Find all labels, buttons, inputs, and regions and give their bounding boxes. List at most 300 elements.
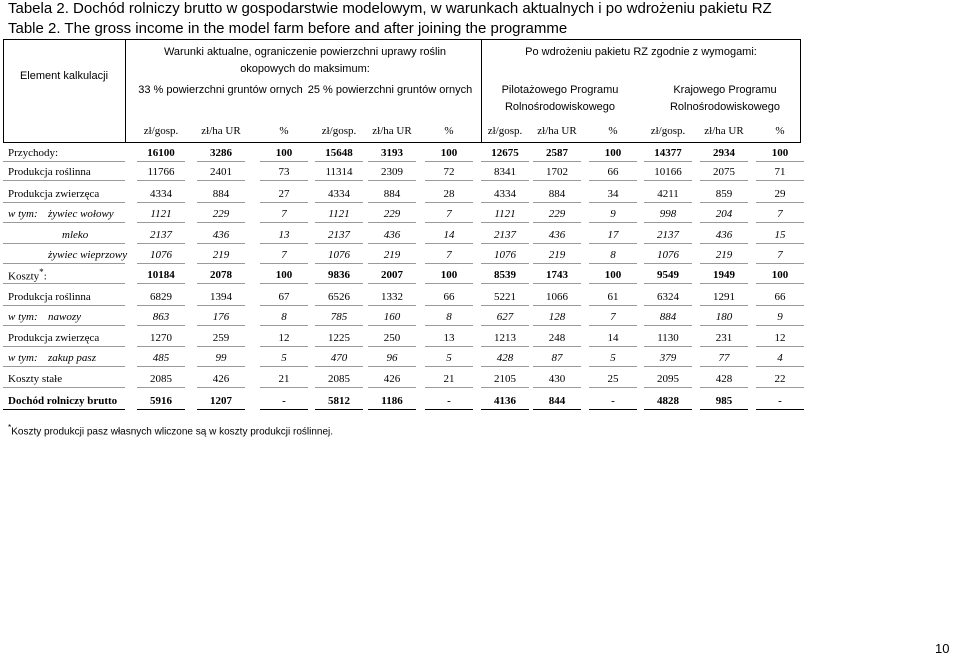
row-underline (589, 409, 637, 410)
row-underline (700, 305, 748, 306)
row-underline (533, 325, 581, 326)
table-cell: 28 (443, 188, 455, 200)
row-underline (368, 305, 416, 306)
header-left-border (3, 39, 4, 143)
table-cell: 4 (777, 352, 783, 364)
row-underline (425, 387, 473, 388)
row-underline (756, 161, 804, 162)
row-underline (481, 366, 529, 367)
row-underline (589, 346, 637, 347)
table-cell: 379 (659, 352, 677, 364)
row-underline (260, 409, 308, 410)
table-cell: 100 (604, 269, 622, 281)
table-cell: 99 (215, 352, 227, 364)
row-underline (756, 222, 804, 223)
row-prefix: w tym: (8, 311, 38, 323)
table-cell: 5221 (494, 291, 516, 303)
table-cell: 485 (152, 352, 170, 364)
table-cell: 1332 (381, 291, 403, 303)
row-underline (481, 409, 529, 410)
table-cell: 426 (212, 373, 230, 385)
table-cell: 3286 (210, 147, 232, 159)
row-underline (3, 222, 125, 223)
row-label (8, 351, 96, 365)
table-cell: - (447, 395, 451, 407)
row-underline (197, 222, 245, 223)
row-underline (197, 409, 245, 410)
row-underline (3, 283, 125, 284)
row-underline (644, 366, 692, 367)
table-cell: 1743 (546, 269, 568, 281)
row-underline (533, 366, 581, 367)
row-underline (756, 180, 804, 181)
table-cell: 1949 (713, 269, 735, 281)
table-cell: 1076 (150, 249, 172, 261)
scenario-header-25-percent: 25 % powierzchni gruntów ornych (307, 84, 473, 96)
table-cell: 428 (496, 352, 514, 364)
row-prefix: w tym: (8, 208, 38, 220)
table-cell: 21 (443, 373, 455, 385)
row-underline (315, 263, 363, 264)
table-cell: 2137 (150, 229, 172, 241)
row-label (8, 265, 47, 284)
row-underline (137, 180, 185, 181)
row-underline (756, 387, 804, 388)
row-underline (315, 202, 363, 203)
table-cell: 1066 (546, 291, 568, 303)
row-underline (368, 325, 416, 326)
table-cell: 73 (278, 166, 290, 178)
row-label-text: Produkcja zwierzęca (8, 332, 100, 344)
row-underline (589, 305, 637, 306)
table-cell: 2934 (713, 147, 735, 159)
table-cell: 436 (548, 229, 566, 241)
table-cell: 9 (777, 311, 783, 323)
table-cell: 2587 (546, 147, 568, 159)
row-underline (3, 305, 125, 306)
row-underline (3, 346, 125, 347)
row-underline (197, 366, 245, 367)
table-title-polish: Tabela 2. Dochód rolniczy brutto w gospodarstwie modelowym, w warunkach aktualnych i po wdrożeniu pakietu RZ (8, 0, 772, 17)
table-cell: 2078 (210, 269, 232, 281)
row-underline (315, 283, 363, 284)
row-underline (756, 243, 804, 244)
after-programme-group-header: Po wdrożeniu pakietu RZ zgodnie z wymogami: (525, 46, 757, 58)
unit-header: % (608, 125, 618, 137)
row-label-text: Przychody: (8, 147, 59, 159)
element-column-divider (125, 39, 126, 143)
row-underline (137, 161, 185, 162)
table-cell: 8 (446, 311, 452, 323)
table-cell: 204 (715, 208, 733, 220)
table-cell: 17 (607, 229, 619, 241)
row-underline (533, 222, 581, 223)
row-underline (425, 305, 473, 306)
table-cell: 859 (715, 188, 733, 200)
row-underline (589, 202, 637, 203)
table-cell: 5916 (150, 395, 172, 407)
row-underline (260, 346, 308, 347)
table-cell: 6829 (150, 291, 172, 303)
row-underline (481, 346, 529, 347)
table-cell: 71 (774, 166, 786, 178)
table-cell: 470 (330, 352, 348, 364)
table-cell: 87 (551, 352, 563, 364)
table-cell: 2401 (210, 166, 232, 178)
row-underline (137, 325, 185, 326)
row-underline (700, 325, 748, 326)
table-cell: 100 (275, 147, 293, 159)
table-cell: 884 (383, 188, 401, 200)
scenario-header-33-percent: 33 % powierzchni gruntów ornych (138, 84, 303, 96)
row-underline (260, 222, 308, 223)
row-underline (368, 263, 416, 264)
table-cell: 27 (278, 188, 290, 200)
row-underline (315, 243, 363, 244)
row-underline (315, 409, 363, 410)
row-label (8, 290, 91, 304)
table-cell: 5 (610, 352, 616, 364)
row-underline (700, 366, 748, 367)
row-underline (700, 222, 748, 223)
row-label (8, 394, 117, 408)
table-cell: 1121 (328, 208, 350, 220)
row-underline (3, 263, 125, 264)
row-underline (368, 409, 416, 410)
table-cell: 436 (715, 229, 733, 241)
row-underline (425, 346, 473, 347)
table-cell: 66 (774, 291, 786, 303)
table-cell: 436 (383, 229, 401, 241)
page-number: 10 (935, 641, 950, 656)
row-underline (315, 222, 363, 223)
row-underline (425, 161, 473, 162)
row-underline (315, 305, 363, 306)
row-label-text: Koszty (8, 270, 40, 283)
row-underline (589, 263, 637, 264)
table-cell: 1702 (546, 166, 568, 178)
row-label-text: Produkcja roślinna (8, 166, 91, 178)
row-underline (533, 243, 581, 244)
row-label (8, 207, 114, 221)
row-underline (756, 283, 804, 284)
row-label-text: Produkcja roślinna (8, 291, 91, 303)
row-label-text: nawozy (48, 311, 81, 323)
table-cell: 100 (604, 147, 622, 159)
table-cell: 1291 (713, 291, 735, 303)
row-underline (315, 180, 363, 181)
row-label-footnote-mark: * (39, 267, 44, 277)
unit-header: zł/gosp. (143, 125, 179, 137)
table-cell: 863 (152, 311, 170, 323)
row-underline (700, 202, 748, 203)
table-cell: 998 (659, 208, 677, 220)
table-cell: 15 (774, 229, 786, 241)
table-cell: 4334 (150, 188, 172, 200)
table-cell: 13 (278, 229, 290, 241)
table-cell: 13 (443, 332, 455, 344)
table-cell: 100 (275, 269, 293, 281)
row-underline (260, 387, 308, 388)
table-cell: 4211 (657, 188, 679, 200)
table-cell: 844 (548, 395, 566, 407)
row-underline (756, 409, 804, 410)
row-label-text: mleko (62, 229, 89, 241)
row-underline (260, 202, 308, 203)
row-underline (3, 243, 125, 244)
unit-header: zł/gosp. (487, 125, 523, 137)
row-label (8, 146, 58, 160)
table-cell: 34 (607, 188, 619, 200)
table-cell: 6526 (328, 291, 350, 303)
table-cell: 4334 (328, 188, 350, 200)
row-underline (425, 222, 473, 223)
unit-header: % (279, 125, 289, 137)
row-underline (533, 283, 581, 284)
row-underline (481, 263, 529, 264)
unit-header: % (444, 125, 454, 137)
row-underline (137, 202, 185, 203)
row-underline (3, 202, 125, 203)
table-cell: 229 (548, 208, 566, 220)
table-cell: 8 (610, 249, 616, 261)
table-cell: 1213 (494, 332, 516, 344)
row-underline (533, 202, 581, 203)
table-cell: 67 (278, 291, 290, 303)
table-cell: 3193 (381, 147, 403, 159)
table-cell: 14 (443, 229, 455, 241)
table-cell: 426 (383, 373, 401, 385)
table-cell: 1076 (657, 249, 679, 261)
row-underline (589, 366, 637, 367)
row-underline (481, 387, 529, 388)
row-underline (589, 180, 637, 181)
table-cell: 10166 (654, 166, 682, 178)
row-underline (197, 346, 245, 347)
table-cell: 12675 (491, 147, 519, 159)
row-underline (589, 283, 637, 284)
row-underline (756, 263, 804, 264)
row-underline (137, 409, 185, 410)
table-cell: - (282, 395, 286, 407)
table-cell: 11766 (147, 166, 175, 178)
table-cell: 219 (715, 249, 733, 261)
row-underline (700, 180, 748, 181)
row-underline (260, 161, 308, 162)
row-underline (315, 161, 363, 162)
table-top-border (3, 39, 800, 40)
row-underline (3, 366, 125, 367)
table-cell: 250 (383, 332, 401, 344)
table-cell: 128 (548, 311, 566, 323)
table-cell: 229 (212, 208, 230, 220)
table-cell: 5812 (328, 395, 350, 407)
row-label (8, 310, 81, 324)
table-cell: 4828 (657, 395, 679, 407)
row-underline (3, 325, 125, 326)
row-underline (481, 305, 529, 306)
row-underline (644, 283, 692, 284)
row-label-text: żywiec wołowy (48, 208, 114, 220)
row-underline (260, 180, 308, 181)
row-underline (425, 325, 473, 326)
table-cell: 8341 (494, 166, 516, 178)
table-cell: 160 (383, 311, 401, 323)
row-underline (481, 222, 529, 223)
table-title-english: Table 2. The gross income in the model farm before and after joining the programme (8, 20, 568, 37)
row-underline (260, 325, 308, 326)
row-underline (644, 161, 692, 162)
row-underline (197, 387, 245, 388)
row-underline (197, 161, 245, 162)
row-underline (644, 263, 692, 264)
table-cell: 180 (715, 311, 733, 323)
row-underline (137, 346, 185, 347)
row-underline (481, 283, 529, 284)
table-cell: 2137 (328, 229, 350, 241)
table-cell: 2085 (328, 373, 350, 385)
row-underline (533, 161, 581, 162)
row-label-text: żywiec wieprzowy (48, 249, 128, 261)
table-cell: 884 (212, 188, 230, 200)
row-underline (644, 409, 692, 410)
table-cell: 1121 (494, 208, 516, 220)
row-underline (3, 161, 125, 162)
row-underline (368, 283, 416, 284)
row-underline (425, 243, 473, 244)
table-cell: 6324 (657, 291, 679, 303)
table-cell: 16100 (147, 147, 175, 159)
row-underline (137, 366, 185, 367)
row-underline (700, 346, 748, 347)
table-cell: 884 (659, 311, 677, 323)
row-underline (644, 387, 692, 388)
row-underline (756, 305, 804, 306)
row-underline (3, 180, 125, 181)
table-cell: 61 (607, 291, 619, 303)
table-cell: - (778, 395, 782, 407)
row-underline (368, 346, 416, 347)
row-underline (425, 366, 473, 367)
row-underline (533, 387, 581, 388)
table-cell: 2309 (381, 166, 403, 178)
row-underline (644, 180, 692, 181)
row-underline (260, 243, 308, 244)
row-underline (756, 346, 804, 347)
row-underline (260, 305, 308, 306)
row-underline (589, 222, 637, 223)
row-underline (756, 202, 804, 203)
row-underline (644, 325, 692, 326)
row-underline (260, 283, 308, 284)
row-underline (533, 409, 581, 410)
row-prefix: w tym: (8, 352, 38, 364)
table-cell: 219 (383, 249, 401, 261)
table-cell: 12 (278, 332, 290, 344)
table-cell: 8 (281, 311, 287, 323)
row-underline (533, 180, 581, 181)
table-cell: 1394 (210, 291, 232, 303)
row-underline (137, 283, 185, 284)
table-cell: 7 (446, 208, 452, 220)
unit-header: zł/gosp. (650, 125, 686, 137)
row-underline (756, 366, 804, 367)
table-cell: 1207 (210, 395, 232, 407)
row-underline (533, 305, 581, 306)
row-underline (425, 283, 473, 284)
table-cell: 785 (330, 311, 348, 323)
row-underline (481, 243, 529, 244)
row-underline (260, 366, 308, 367)
row-underline (756, 325, 804, 326)
row-underline (137, 305, 185, 306)
unit-header: % (775, 125, 785, 137)
table-cell: 985 (715, 395, 733, 407)
table-cell: 96 (386, 352, 398, 364)
row-underline (481, 180, 529, 181)
row-underline (425, 409, 473, 410)
table-cell: 1076 (328, 249, 350, 261)
row-label-text: Dochód rolniczy brutto (8, 395, 118, 407)
table-cell: 9836 (328, 269, 350, 281)
row-underline (481, 325, 529, 326)
row-underline (481, 161, 529, 162)
row-underline (137, 263, 185, 264)
row-underline (197, 202, 245, 203)
row-underline (425, 263, 473, 264)
row-label (8, 331, 99, 345)
table-cell: 5 (446, 352, 452, 364)
row-underline (368, 243, 416, 244)
unit-header: zł/ha UR (704, 125, 744, 137)
row-underline (589, 161, 637, 162)
table-cell: 12 (774, 332, 786, 344)
table-cell: 100 (440, 269, 458, 281)
row-underline (315, 325, 363, 326)
footnote-mark: * (8, 422, 12, 432)
table-cell: 66 (443, 291, 455, 303)
table-cell: 2137 (494, 229, 516, 241)
row-underline (533, 346, 581, 347)
table-cell: 176 (212, 311, 230, 323)
row-underline (700, 409, 748, 410)
row-underline (137, 222, 185, 223)
table-cell: 7 (281, 208, 287, 220)
table-cell: 4136 (494, 395, 516, 407)
row-underline (137, 387, 185, 388)
table-cell: 1121 (150, 208, 172, 220)
table-cell: 21 (278, 373, 290, 385)
table-cell: 100 (440, 147, 458, 159)
table-cell: 1076 (494, 249, 516, 261)
row-underline (315, 387, 363, 388)
table-cell: 627 (496, 311, 514, 323)
table-cell: 9 (610, 208, 616, 220)
row-label (8, 165, 91, 179)
row-underline (197, 180, 245, 181)
table-cell: 1186 (381, 395, 403, 407)
table-cell: 428 (715, 373, 733, 385)
row-label (8, 372, 62, 386)
row-underline (368, 180, 416, 181)
table-cell: 15648 (325, 147, 353, 159)
table-cell: 2007 (381, 269, 403, 281)
row-underline (644, 243, 692, 244)
row-underline (260, 263, 308, 264)
table-cell: 14377 (654, 147, 682, 159)
row-underline (425, 180, 473, 181)
table-cell: 4334 (494, 188, 516, 200)
